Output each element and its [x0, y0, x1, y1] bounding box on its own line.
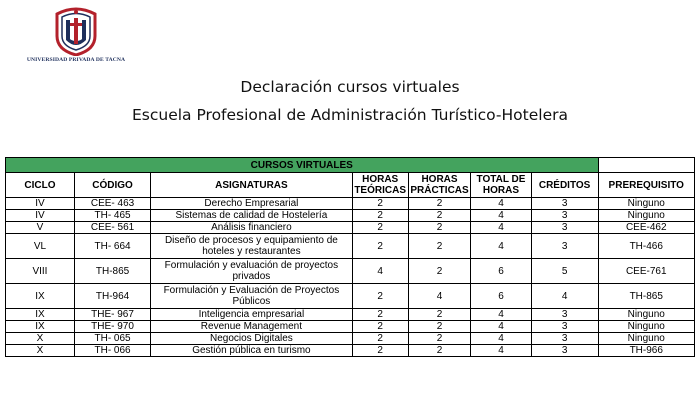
column-header-codigo: CÓDIGO — [74, 173, 150, 198]
cell-codigo: CEE- 463 — [74, 198, 150, 210]
column-header-creditos: CRÉDITOS — [531, 173, 598, 198]
cell-creditos: 3 — [531, 333, 598, 345]
cell-horas-practicas: 2 — [408, 210, 471, 222]
cell-total-horas: 6 — [471, 284, 531, 309]
table-row — [6, 321, 695, 333]
cell-codigo: THE- 967 — [74, 309, 150, 321]
cell-horas-teoricas: 2 — [352, 284, 408, 309]
cell-ciclo: VL — [6, 234, 75, 259]
university-logo — [6, 6, 146, 68]
cell-total-horas: 4 — [471, 198, 531, 210]
cell-asignatura: Negocios Digitales — [151, 333, 352, 345]
cell-ciclo: IX — [6, 284, 75, 309]
cell-total-horas: 6 — [471, 259, 531, 284]
cell-creditos: 3 — [531, 210, 598, 222]
cell-total-horas: 4 — [471, 234, 531, 259]
cell-codigo: TH-964 — [74, 284, 150, 309]
cell-ciclo: IV — [6, 198, 75, 210]
cell-total-horas: 4 — [471, 321, 531, 333]
cell-total-horas: 4 — [471, 222, 531, 234]
cell-asignatura: Formulación y evaluación de proyectos privados — [151, 259, 352, 284]
cell-codigo: CEE- 561 — [74, 222, 150, 234]
page-title: Declaración cursos virtuales — [240, 78, 460, 96]
cell-creditos: 3 — [531, 198, 598, 210]
cell-horas-teoricas: 2 — [352, 333, 408, 345]
table-row — [6, 345, 695, 357]
table-row — [6, 222, 695, 234]
cell-prerequisito: TH-865 — [598, 284, 695, 309]
column-header-total-horas: TOTAL DE HORAS — [471, 173, 531, 198]
cell-creditos: 3 — [531, 234, 598, 259]
cell-codigo: TH-865 — [74, 259, 150, 284]
cell-ciclo: VIII — [6, 259, 75, 284]
cell-codigo: TH- 066 — [74, 345, 150, 357]
cell-asignatura: Inteligencia empresarial — [151, 309, 352, 321]
table-row — [6, 198, 695, 210]
column-header-prerequisito: PREREQUISITO — [598, 173, 695, 198]
cell-prerequisito: CEE-462 — [598, 222, 695, 234]
cell-prerequisito: Ninguno — [598, 333, 695, 345]
cell-asignatura: Gestión pública en turismo — [151, 345, 352, 357]
university-name: UNIVERSIDAD PRIVADA DE TACNA — [26, 57, 126, 63]
table-row — [6, 333, 695, 345]
cell-horas-practicas: 2 — [408, 259, 471, 284]
cell-ciclo: IX — [6, 309, 75, 321]
cell-codigo: TH- 465 — [74, 210, 150, 222]
cell-asignatura: Análisis financiero — [151, 222, 352, 234]
cell-ciclo: IX — [6, 321, 75, 333]
cell-ciclo: X — [6, 333, 75, 345]
cell-prerequisito: Ninguno — [598, 210, 695, 222]
cell-horas-practicas: 2 — [408, 198, 471, 210]
cell-ciclo: V — [6, 222, 75, 234]
cell-horas-practicas: 2 — [408, 333, 471, 345]
cell-horas-practicas: 4 — [408, 284, 471, 309]
cell-asignatura: Sistemas de calidad de Hostelería — [151, 210, 352, 222]
cell-creditos: 3 — [531, 222, 598, 234]
cell-creditos: 5 — [531, 259, 598, 284]
cell-ciclo: X — [6, 345, 75, 357]
cell-horas-teoricas: 4 — [352, 259, 408, 284]
page-subtitle: Escuela Profesional de Administración Turístico-Hotelera — [131, 106, 568, 124]
cell-codigo: TH- 065 — [74, 333, 150, 345]
column-header-horas-practicas: HORAS PRÁCTICAS — [408, 173, 471, 198]
table-row — [6, 284, 695, 309]
courses-table — [5, 157, 695, 357]
courses-band-blank — [598, 158, 695, 173]
cell-asignatura: Revenue Management — [151, 321, 352, 333]
cell-prerequisito: TH-966 — [598, 345, 695, 357]
cell-creditos: 3 — [531, 309, 598, 321]
cell-prerequisito: Ninguno — [598, 198, 695, 210]
cell-horas-teoricas: 2 — [352, 210, 408, 222]
cell-horas-practicas: 2 — [408, 345, 471, 357]
column-header-asignaturas: ASIGNATURAS — [151, 173, 352, 198]
cell-creditos: 3 — [531, 345, 598, 357]
cell-asignatura: Formulación y Evaluación de Proyectos Públicos — [151, 284, 352, 309]
cell-horas-teoricas: 2 — [352, 234, 408, 259]
cell-asignatura: Diseño de procesos y equipamiento de hoteles y restaurantes — [151, 234, 352, 259]
cell-total-horas: 4 — [471, 309, 531, 321]
cell-horas-practicas: 2 — [408, 222, 471, 234]
cell-total-horas: 4 — [471, 210, 531, 222]
cell-prerequisito: TH-466 — [598, 234, 695, 259]
cell-horas-teoricas: 2 — [352, 345, 408, 357]
cell-horas-teoricas: 2 — [352, 198, 408, 210]
cell-horas-teoricas: 2 — [352, 309, 408, 321]
cell-prerequisito: CEE-761 — [598, 259, 695, 284]
courses-band-label: CURSOS VIRTUALES — [6, 158, 599, 173]
cell-codigo: TH- 664 — [74, 234, 150, 259]
cell-horas-practicas: 2 — [408, 321, 471, 333]
cell-creditos: 3 — [531, 321, 598, 333]
cell-codigo: THE- 970 — [74, 321, 150, 333]
cell-horas-teoricas: 2 — [352, 222, 408, 234]
cell-total-horas: 4 — [471, 345, 531, 357]
table-row — [6, 234, 695, 259]
cell-creditos: 4 — [531, 284, 598, 309]
cell-prerequisito: Ninguno — [598, 309, 695, 321]
cell-prerequisito: Ninguno — [598, 321, 695, 333]
cell-ciclo: IV — [6, 210, 75, 222]
table-row — [6, 210, 695, 222]
university-crest-icon — [53, 6, 99, 56]
table-row — [6, 259, 695, 284]
column-header-ciclo: CICLO — [6, 173, 75, 198]
cell-asignatura: Derecho Empresarial — [151, 198, 352, 210]
cell-horas-practicas: 2 — [408, 309, 471, 321]
cell-total-horas: 4 — [471, 333, 531, 345]
column-header-horas-teoricas: HORAS TEÓRICAS — [352, 173, 408, 198]
cell-horas-practicas: 2 — [408, 234, 471, 259]
cell-horas-teoricas: 2 — [352, 321, 408, 333]
table-row — [6, 309, 695, 321]
